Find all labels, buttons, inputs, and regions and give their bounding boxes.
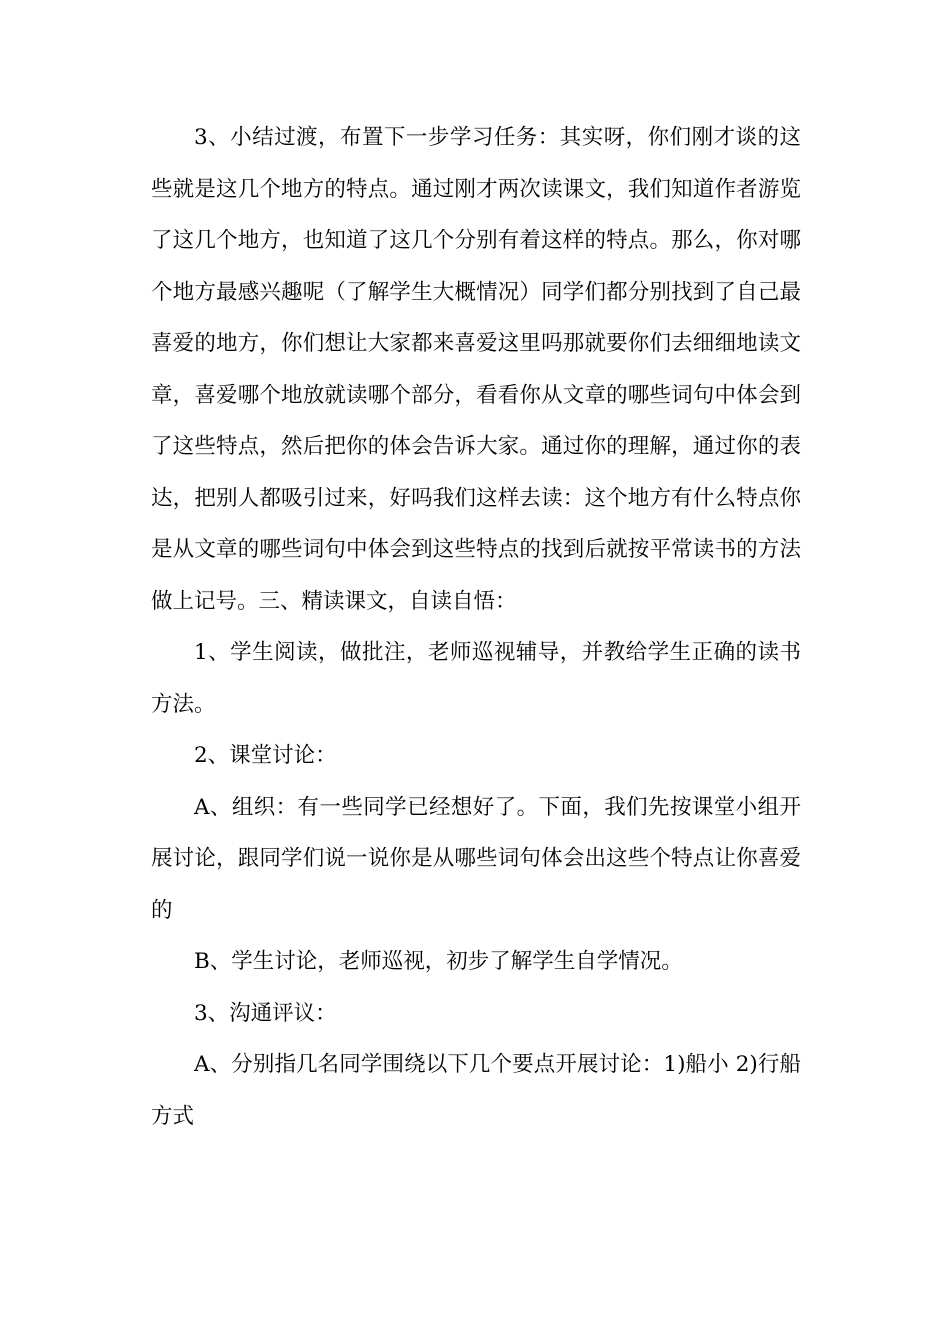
paragraph-organize: A、组织：有一些同学已经想好了。下面，我们先按课堂小组开展讨论，跟同学们说一说你是从哪些词句体会出这些个特点让你喜爱的 xyxy=(151,794,801,923)
paragraph-key-points: A、分别指几名同学围绕以下几个要点开展讨论：1)船小 2)行船方式 xyxy=(151,1052,801,1129)
paragraph-students-discuss: B、学生讨论，老师巡视，初步了解学生自学情况。 xyxy=(194,949,683,974)
paragraph-communicate-review: 3、沟通评议： xyxy=(194,1000,337,1026)
paragraph-summary-transition: 3、小结过渡，布置下一步学习任务：其实呀，你们刚才谈的这些就是这几个地方的特点。通过刚才两次读课文，我们知道作者游览了这几个地方，也知道了这几个分别有着这样的特点。那么，你对哪个地方最感兴趣呢（了解学生大概情况）同学们都分别找到了自己最喜爱的地方，你们想让大家都来喜爱这里吗那就要你们去细细地读文章，喜爱哪个地放就读哪个部分，看看你从文章的哪些词句中体会到了这些特点，然后把你的体会告诉大家。通过你的理解，通过你的表达，把别人都吸引过来，好吗我们这样去读：这个地方有什么特点你是从文章的哪些词句中体会到这些特点的找到后就按平常读书的方法做上记号。三、精读课文，自读自悟： xyxy=(151,125,801,614)
paragraph-class-discussion: 2、课堂讨论： xyxy=(194,743,337,768)
paragraph-student-reading: 1、学生阅读，做批注，老师巡视辅导，并教给学生正确的读书方法。 xyxy=(151,640,801,717)
document-body xyxy=(151,112,801,1142)
